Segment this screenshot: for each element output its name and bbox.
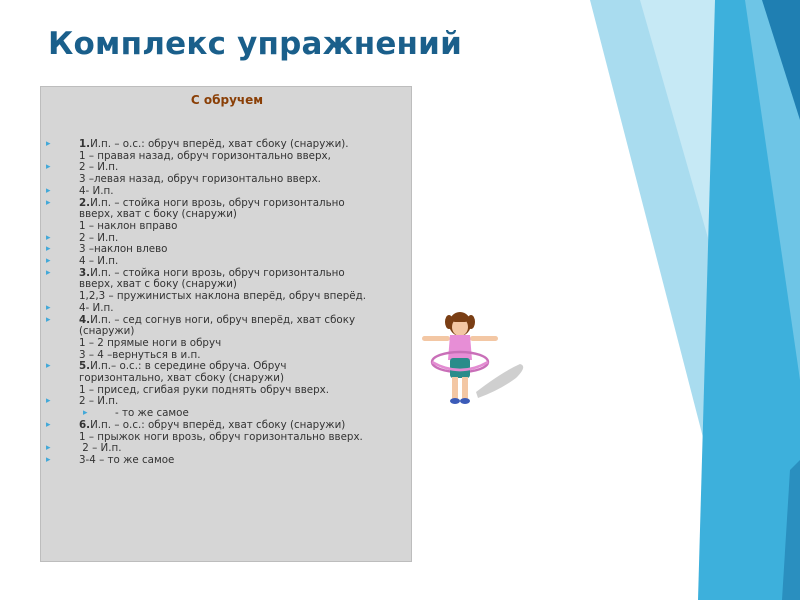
list-item-text: 4 – И.п. [79, 255, 119, 268]
list-item-text: 3 –наклон влево [79, 243, 168, 256]
triangle-right-bullet-icon: ▸ [46, 361, 51, 372]
list-item-text: 4- И.п. [79, 184, 114, 197]
exercise-number: 3. [79, 266, 91, 279]
list-item-text: 1,2,3 – пружинистых наклона вперёд, обруч вперёд. [79, 290, 366, 303]
list-item-text: 1 – 2 прямые ноги в обруч [79, 336, 222, 349]
triangle-right-bullet-icon: ▸ [46, 396, 51, 407]
triangle-right-bullet-icon: ▸ [46, 454, 51, 465]
triangle-right-bullet-icon: ▸ [83, 408, 88, 419]
triangle-right-bullet-icon: ▸ [46, 232, 51, 243]
list-item-text: 2 – И.п. [79, 442, 122, 455]
list-item-text: горизонтально, хват сбоку (снаружи) [79, 372, 284, 385]
slide-title: Комплекс упражнений [48, 26, 463, 62]
triangle-right-bullet-icon: ▸ [46, 267, 51, 278]
triangle-right-bullet-icon: ▸ [46, 302, 51, 313]
list-item-text: И.п. – сед согнув ноги, обруч вперёд, хват сбоку [90, 313, 356, 326]
list-item-text: 4- И.п. [79, 301, 114, 314]
list-item-text: И.п. – о.с.: обруч вперёд, хват сбоку (снаружи) [90, 418, 346, 431]
triangle-right-bullet-icon: ▸ [46, 314, 51, 325]
list-item-text: И.п. – стойка ноги врозь, обруч горизонтально [90, 266, 345, 279]
triangle-right-bullet-icon: ▸ [46, 197, 51, 208]
list-item-text: 1 – правая назад, обруч горизонтально вверх, [79, 149, 331, 162]
triangle-right-bullet-icon: ▸ [46, 185, 51, 196]
list-item-text: вверх, хват с боку (снаружи) [79, 208, 237, 221]
exercise-number: 2. [79, 196, 91, 209]
list-item-text: вверх, хват с боку (снаружи) [79, 278, 237, 291]
triangle-right-bullet-icon: ▸ [46, 443, 51, 454]
list-item-text: - то же самое [115, 407, 189, 420]
exercise-number: 5. [79, 360, 91, 373]
list-item-text: 1 – присед, сгибая руки поднять обруч вверх. [79, 383, 330, 396]
list-item-text: 1 – прыжок ноги врозь, обруч горизонтально вверх. [79, 430, 363, 443]
list-item-text: 3-4 – то же самое [79, 453, 175, 466]
list-item-text: 2 – И.п. [79, 161, 119, 174]
girl-with-hoop-icon [412, 302, 536, 410]
list-item-text: 3 – 4 –вернуться в и.п. [79, 348, 201, 361]
triangle-right-bullet-icon: ▸ [46, 419, 51, 430]
exercise-number: 6. [79, 418, 91, 431]
illustration-box [412, 302, 536, 410]
exercise-panel [40, 86, 412, 562]
list-item-text: И.п. – стойка ноги врозь, обруч горизонтально [90, 196, 345, 209]
triangle-right-bullet-icon: ▸ [46, 256, 51, 267]
triangle-right-bullet-icon: ▸ [46, 244, 51, 255]
triangle-right-bullet-icon: ▸ [46, 139, 51, 149]
panel-heading: С обручем [190, 93, 264, 107]
list-item [41, 455, 411, 467]
exercise-number: 1. [79, 138, 91, 150]
list-item-text: (снаружи) [79, 325, 135, 338]
exercise-number: 4. [79, 313, 91, 326]
list-item-text: И.п.– о.с.: в середине обруча. Обруч [90, 360, 287, 373]
exercise-list [41, 139, 411, 467]
triangle-right-bullet-icon: ▸ [46, 162, 51, 173]
list-item-text: 1 – наклон вправо [79, 219, 178, 232]
list-item [41, 396, 411, 408]
list-item-text: 2 – И.п. [79, 395, 119, 408]
list-item-text: 3 –левая назад, обруч горизонтально вверх. [79, 173, 321, 186]
list-item-text: И.п. – о.с.: обруч вперёд, хват сбоку (снаружи). [90, 138, 349, 150]
list-item-text: 2 – И.п. [79, 231, 119, 244]
